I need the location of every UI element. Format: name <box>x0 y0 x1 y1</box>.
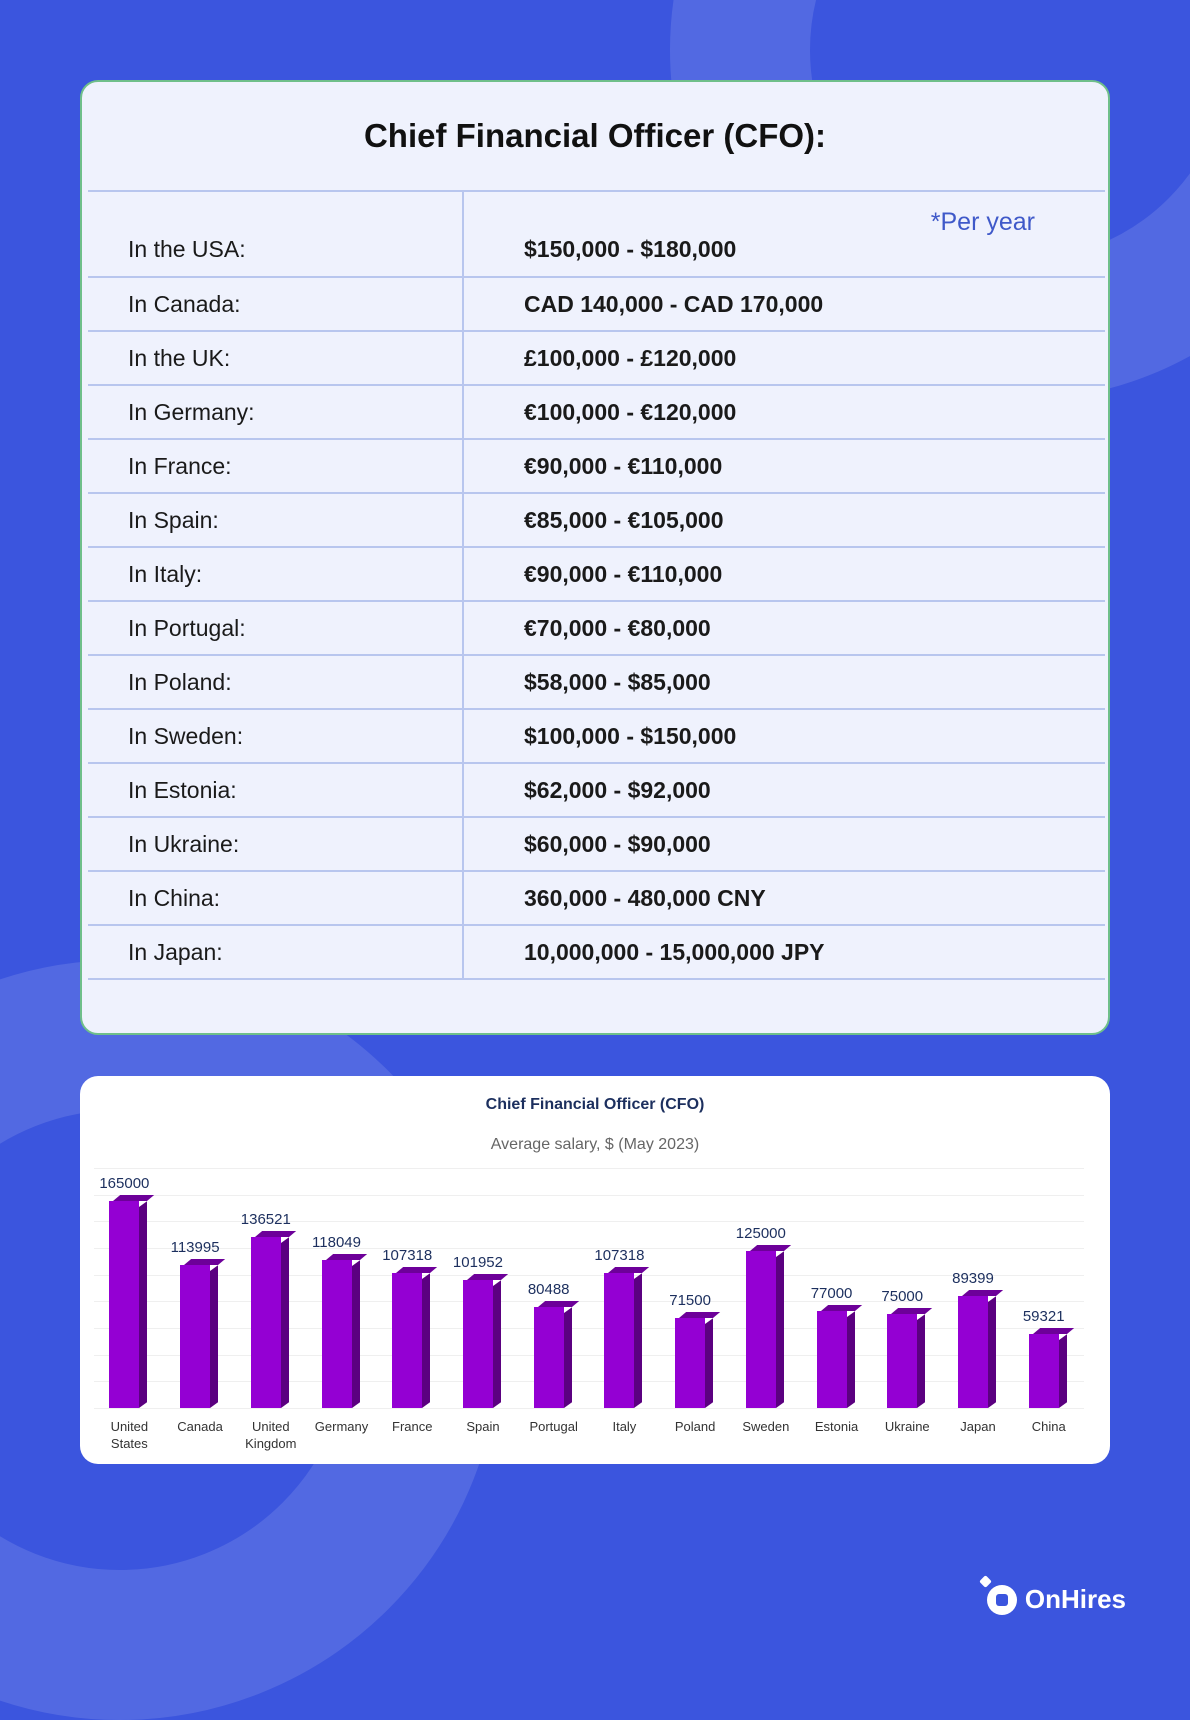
salary-chart-card <box>80 1076 1110 1464</box>
table-row <box>88 602 1105 656</box>
salary-cell: $60,000 - $90,000 <box>524 830 711 857</box>
bar-slot <box>660 1168 731 1408</box>
bar-value-label: 107318 <box>382 1247 433 1264</box>
bar-slot <box>801 1168 872 1408</box>
bar[interactable] <box>170 1239 220 1408</box>
bar-series <box>94 1168 1084 1408</box>
country-cell: In France: <box>88 440 464 492</box>
bar-value-label: 113995 <box>170 1239 220 1256</box>
bar[interactable] <box>669 1292 711 1408</box>
bar-value-label: 89399 <box>952 1270 994 1287</box>
table-row <box>88 440 1105 494</box>
bar-value-label: 77000 <box>810 1285 853 1302</box>
bar-slot <box>872 1168 943 1408</box>
salary-cell: 10,000,000 - 15,000,000 JPY <box>524 938 825 965</box>
table-row <box>88 386 1105 440</box>
bar-slot <box>1013 1168 1084 1408</box>
x-axis-label: Spain <box>466 1419 500 1434</box>
bar[interactable] <box>452 1254 503 1408</box>
bar-value-label: 118049 <box>312 1234 361 1251</box>
salary-cell: €100,000 - €120,000 <box>524 398 737 425</box>
salary-cell: €90,000 - €110,000 <box>524 560 723 587</box>
salary-cell: €90,000 - €110,000 <box>524 452 723 479</box>
x-axis-labels <box>94 1418 1084 1452</box>
x-axis-label: United Kingdom <box>245 1419 297 1451</box>
country-cell: In Canada: <box>88 278 464 330</box>
bar[interactable] <box>527 1281 570 1408</box>
bar-slot <box>306 1168 377 1408</box>
bar[interactable] <box>99 1175 150 1408</box>
salary-cell: $58,000 - $85,000 <box>524 668 711 695</box>
salary-table <box>88 190 1105 980</box>
chart-title: Chief Financial Officer (CFO) <box>485 1096 705 1113</box>
x-axis-label: China <box>1031 1419 1066 1434</box>
table-row <box>88 926 1105 980</box>
bar-value-label: 71500 <box>669 1292 711 1309</box>
salary-cell: $100,000 - $150,000 <box>524 722 737 749</box>
bar-value-label: 165000 <box>99 1175 150 1192</box>
chart-subtitle: Average salary, $ (May 2023) <box>490 1136 700 1153</box>
bar-value-label: 59321 <box>1022 1308 1065 1325</box>
salary-cell: $62,000 - $92,000 <box>524 776 711 803</box>
per-year-note: *Per year <box>930 208 1035 236</box>
x-axis-label: Portugal <box>529 1419 578 1434</box>
bar-slot <box>730 1168 801 1408</box>
country-cell: In China: <box>88 872 464 924</box>
bar[interactable] <box>1022 1308 1065 1408</box>
table-row <box>88 548 1105 602</box>
bar[interactable] <box>594 1247 645 1408</box>
bar[interactable] <box>240 1211 291 1408</box>
brand-name: OnHires <box>1024 1584 1126 1614</box>
table-row <box>88 872 1105 926</box>
country-cell: In the UK: <box>88 332 464 384</box>
bar-slot <box>235 1168 306 1408</box>
table-row <box>88 710 1105 764</box>
country-cell: In Spain: <box>88 494 464 546</box>
x-axis-label: Estonia <box>814 1419 859 1434</box>
country-cell: In Ukraine: <box>88 818 464 870</box>
salary-cell: €70,000 - €80,000 <box>524 614 711 641</box>
grid-line <box>94 1408 1084 1409</box>
bar-slot <box>94 1168 165 1408</box>
bar-slot <box>518 1168 589 1408</box>
salary-cell: €85,000 - €105,000 <box>524 506 724 533</box>
country-cell: In the USA: <box>88 192 464 276</box>
x-axis-label: Canada <box>177 1419 223 1434</box>
salary-cell: 360,000 - 480,000 CNY <box>524 884 766 911</box>
bar-slot <box>377 1168 448 1408</box>
bar-slot <box>448 1168 519 1408</box>
table-row <box>88 764 1105 818</box>
x-axis-label: Japan <box>960 1419 996 1434</box>
table-row <box>88 656 1105 710</box>
bar[interactable] <box>312 1234 361 1408</box>
x-axis-label: Sweden <box>742 1419 790 1434</box>
bar-slot <box>589 1168 660 1408</box>
country-cell: In Sweden: <box>88 710 464 762</box>
bar-slot <box>165 1168 236 1408</box>
onhires-logo-icon <box>987 1585 1017 1615</box>
bar[interactable] <box>735 1225 786 1408</box>
x-axis-label: France <box>392 1419 433 1434</box>
country-cell: In Italy: <box>88 548 464 600</box>
x-axis-label: United States <box>110 1419 149 1451</box>
country-cell: In Poland: <box>88 656 464 708</box>
bar-value-label: 125000 <box>735 1225 786 1242</box>
bar[interactable] <box>881 1288 924 1408</box>
country-cell: In Germany: <box>88 386 464 438</box>
brand-logo <box>987 1584 1126 1615</box>
bar[interactable] <box>382 1247 433 1408</box>
salary-table-card <box>80 80 1110 1035</box>
salary-cell: CAD 140,000 - CAD 170,000 <box>524 290 824 317</box>
chart-plot-area <box>94 1168 1084 1408</box>
bar-value-label: 107318 <box>594 1247 645 1264</box>
table-row <box>88 192 1105 278</box>
table-row <box>88 332 1105 386</box>
x-axis-label: Ukraine <box>884 1419 930 1434</box>
country-cell: In Estonia: <box>88 764 464 816</box>
table-title: Chief Financial Officer (CFO): <box>363 117 827 154</box>
bar[interactable] <box>952 1270 994 1408</box>
x-axis-label: Germany <box>314 1419 369 1434</box>
bar-value-label: 101952 <box>452 1254 503 1271</box>
bar-value-label: 75000 <box>881 1288 924 1305</box>
table-row <box>88 494 1105 548</box>
salary-cell: $150,000 - $180,000 <box>524 236 737 262</box>
bar-value-label: 80488 <box>527 1281 570 1298</box>
country-cell: In Portugal: <box>88 602 464 654</box>
bar-slot <box>943 1168 1014 1408</box>
bar[interactable] <box>810 1285 853 1408</box>
x-axis-label: Italy <box>612 1419 637 1434</box>
table-row <box>88 278 1105 332</box>
table-row <box>88 818 1105 872</box>
salary-cell: £100,000 - £120,000 <box>524 344 737 371</box>
country-cell: In Japan: <box>88 926 464 978</box>
x-axis-label: Poland <box>674 1419 716 1434</box>
bar-value-label: 136521 <box>240 1211 291 1228</box>
